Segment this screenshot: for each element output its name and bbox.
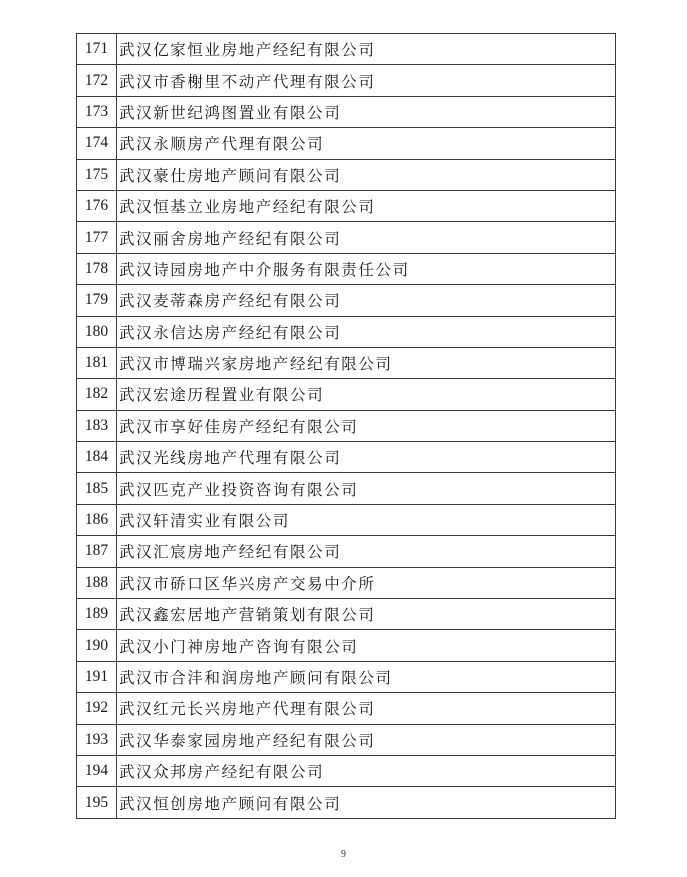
- company-name: 武汉鑫宏居地产营销策划有限公司: [117, 599, 616, 630]
- row-number: 173: [77, 96, 117, 127]
- page-number: 9: [341, 849, 346, 860]
- row-number: 193: [77, 724, 117, 755]
- table-row: [77, 693, 616, 724]
- row-number: 175: [77, 159, 117, 190]
- company-name: 武汉恒基立业房地产经纪有限公司: [117, 190, 616, 221]
- row-number: 191: [77, 661, 117, 692]
- row-number: 181: [77, 347, 117, 378]
- table-row: [77, 536, 616, 567]
- row-number: 182: [77, 379, 117, 410]
- company-name: 武汉丽舍房地产经纪有限公司: [117, 222, 616, 253]
- row-number: 195: [77, 787, 117, 818]
- company-name: 武汉汇宸房地产经纪有限公司: [117, 536, 616, 567]
- company-name: 武汉众邦房产经纪有限公司: [117, 755, 616, 786]
- table-row: [77, 222, 616, 253]
- row-number: 177: [77, 222, 117, 253]
- company-name: 武汉麦蒂森房产经纪有限公司: [117, 285, 616, 316]
- table-row: [77, 316, 616, 347]
- company-name: 武汉市硚口区华兴房产交易中介所: [117, 567, 616, 598]
- table-row: [77, 190, 616, 221]
- company-list-body: [77, 34, 616, 819]
- company-list-table: [76, 33, 616, 819]
- company-name: 武汉诗园房地产中介服务有限责任公司: [117, 253, 616, 284]
- table-row: [77, 442, 616, 473]
- company-name: 武汉市享好佳房产经纪有限公司: [117, 410, 616, 441]
- table-row: [77, 285, 616, 316]
- row-number: 192: [77, 693, 117, 724]
- row-number: 187: [77, 536, 117, 567]
- table-row: [77, 599, 616, 630]
- table-row: [77, 410, 616, 441]
- table-row: [77, 724, 616, 755]
- row-number: 190: [77, 630, 117, 661]
- company-name: 武汉光线房地产代理有限公司: [117, 442, 616, 473]
- table-row: [77, 473, 616, 504]
- row-number: 186: [77, 504, 117, 535]
- table-row: [77, 65, 616, 96]
- table-row: [77, 159, 616, 190]
- table-row: [77, 379, 616, 410]
- table-row: [77, 128, 616, 159]
- row-number: 178: [77, 253, 117, 284]
- company-name: 武汉华泰家园房地产经纪有限公司: [117, 724, 616, 755]
- company-name: 武汉宏途历程置业有限公司: [117, 379, 616, 410]
- company-name: 武汉小门神房地产咨询有限公司: [117, 630, 616, 661]
- company-name: 武汉市香榭里不动产代理有限公司: [117, 65, 616, 96]
- row-number: 184: [77, 442, 117, 473]
- table-row: [77, 661, 616, 692]
- row-number: 188: [77, 567, 117, 598]
- table-row: [77, 34, 616, 65]
- company-name: 武汉市博瑞兴家房地产经纪有限公司: [117, 347, 616, 378]
- table-row: [77, 630, 616, 661]
- row-number: 194: [77, 755, 117, 786]
- table-row: [77, 504, 616, 535]
- row-number: 172: [77, 65, 117, 96]
- company-name: 武汉新世纪鸿图置业有限公司: [117, 96, 616, 127]
- company-name: 武汉亿家恒业房地产经纪有限公司: [117, 34, 616, 65]
- table-row: [77, 347, 616, 378]
- row-number: 183: [77, 410, 117, 441]
- company-name: 武汉恒创房地产顾问有限公司: [117, 787, 616, 818]
- row-number: 180: [77, 316, 117, 347]
- table-row: [77, 253, 616, 284]
- table-row: [77, 567, 616, 598]
- table-row: [77, 96, 616, 127]
- company-name: 武汉永顺房产代理有限公司: [117, 128, 616, 159]
- company-name: 武汉永信达房产经纪有限公司: [117, 316, 616, 347]
- row-number: 171: [77, 34, 117, 65]
- row-number: 174: [77, 128, 117, 159]
- company-name: 武汉轩清实业有限公司: [117, 504, 616, 535]
- company-name: 武汉豪仕房地产顾问有限公司: [117, 159, 616, 190]
- row-number: 176: [77, 190, 117, 221]
- company-name: 武汉匹克产业投资咨询有限公司: [117, 473, 616, 504]
- row-number: 179: [77, 285, 117, 316]
- row-number: 185: [77, 473, 117, 504]
- table-row: [77, 755, 616, 786]
- row-number: 189: [77, 599, 117, 630]
- table-row: [77, 787, 616, 818]
- company-name: 武汉红元长兴房地产代理有限公司: [117, 693, 616, 724]
- company-name: 武汉市合沣和润房地产顾问有限公司: [117, 661, 616, 692]
